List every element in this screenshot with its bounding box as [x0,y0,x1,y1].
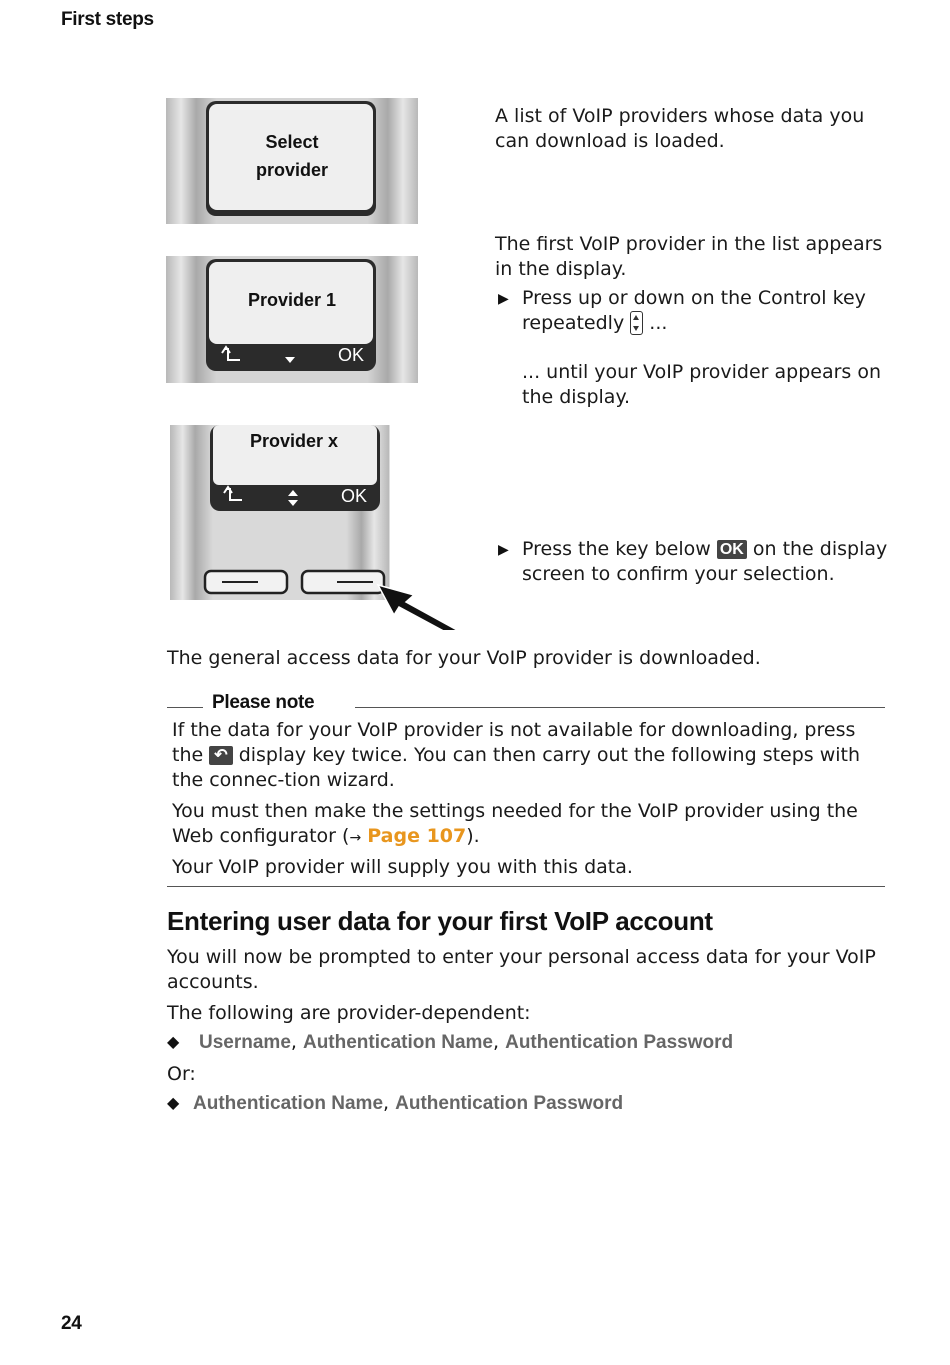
note-p1-post: display key twice. You can then carry out the following steps with the connec-tion wizard. [172,744,861,791]
note-p1-pre: If the data for your VoIP provider is not available for downloading, press the [172,719,856,766]
diamond-bullet-icon: ◆ [167,1093,180,1112]
running-head: First steps [61,9,154,30]
screen-text: Provider x [249,431,339,451]
step-first-provider: The first VoIP provider in the list appears in the display. [495,233,883,280]
section-title: Entering user data for your first VoIP account [167,906,713,936]
note-p2-pre: You must then make the settings needed for the VoIP provider using the Web configurator ( [172,800,858,847]
option-1 [199,1030,899,1055]
screen-text: Provider 1 [247,290,337,310]
phone-illustration-provider-1 [166,256,418,383]
diamond-bullet-icon: ◆ [167,1032,180,1051]
step-press-control-key-text: Press up or down on the Control key repeatedly [522,287,866,334]
ok-softkey-label: OK [338,345,365,365]
ok-key-icon: OK [717,540,747,559]
screen-line-1: Select [265,132,319,152]
note-p2-post: ). [466,825,480,847]
page-number: 24 [61,1313,82,1334]
phone-body-graphic [166,256,418,383]
step-until-provider: ... until your VoIP provider appears on the display. [522,361,882,408]
step-list-loaded: A list of VoIP providers whose data you can download is loaded. [495,105,865,152]
note-paragraph-1 [172,718,888,793]
term-authentication-name: Authentication Name [193,1093,384,1114]
term-authentication-password: Authentication Password [395,1093,624,1114]
triangle-bullet-icon: ▶ [498,291,509,307]
separator: , [290,1031,297,1053]
step-press-control-key [522,286,882,336]
note-paragraph-3: Your VoIP provider will supply you with this data. [172,856,633,878]
page-link[interactable]: Page 107 [367,825,467,847]
term-authentication-password: Authentication Password [505,1032,734,1053]
back-key-icon: ↶ [209,746,232,765]
section-intro: You will now be prompted to enter your personal access data for your VoIP accounts. [167,946,876,993]
term-username: Username [199,1032,291,1053]
note-top-rule-left [167,707,203,708]
note-top-rule-right [355,707,885,708]
ok-softkey-label: OK [341,486,368,506]
ellipsis: ... [649,312,668,334]
step-confirm-selection [522,537,892,587]
phone-illustration-select-provider [166,98,418,224]
separator: , [383,1092,390,1114]
note-bottom-rule [167,886,885,887]
term-authentication-name: Authentication Name [302,1032,494,1053]
or-text: Or: [167,1063,196,1085]
triangle-bullet-icon: ▶ [498,542,509,558]
screen-line-2: provider [255,160,329,180]
note-heading: Please note [212,692,315,713]
step-confirm-text-pre: Press the key below [522,538,711,560]
phone-body-graphic [170,425,460,630]
phone-illustration-provider-x [170,425,460,630]
downloaded-text: The general access data for your VoIP provider is downloaded. [167,647,761,669]
option-2 [193,1091,893,1116]
control-key-icon [630,311,643,335]
note-paragraph-2 [172,799,888,851]
step-confirm-text-post: on the display screen to confirm your selection. [522,538,888,585]
separator: , [493,1031,500,1053]
arrow-icon: → [349,830,362,846]
section-dependent: The following are provider-dependent: [167,1002,531,1024]
